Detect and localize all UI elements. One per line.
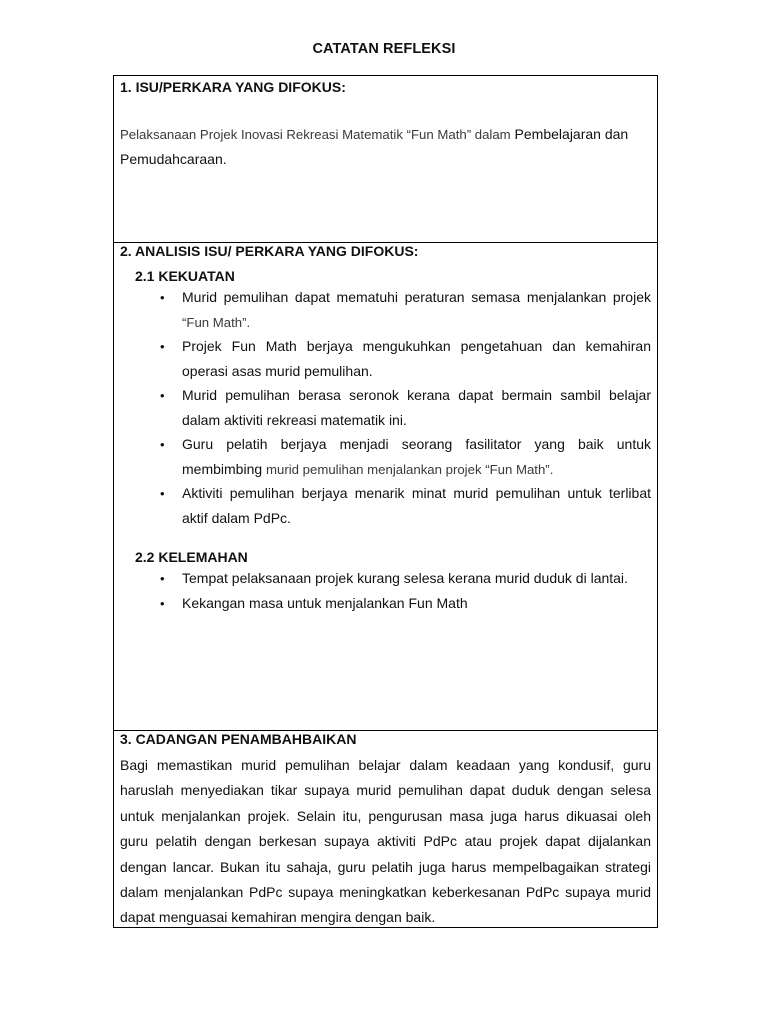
bullet-icon: • <box>160 290 165 305</box>
reflection-table <box>113 75 658 928</box>
list-item <box>160 383 651 433</box>
bullet-icon: • <box>160 339 165 354</box>
section-improvement <box>114 731 657 927</box>
bullet-icon: • <box>160 388 165 403</box>
improvement-paragraph: Bagi memastikan murid pemulihan belajar dalam keadaan yang kondusif, guru haruslah menyediakan tikar supaya murid pemulihan dapat duduk dengan selesa untuk menjalankan projek. Selain itu, pengurusan masa juga harus dikuasai oleh guru pelatih dengan berkesan supaya aktiviti PdPc atau projek dapat dijalankan dengan lancar. Bukan itu sahaja, guru pelatih juga harus mempelbagaikan strategi dalam menjalankan PdPc supaya meningkatkan keberkesanan PdPc supaya murid dapat menguasai kemahiran mengira dengan baik. <box>120 757 651 926</box>
strengths-list <box>120 285 651 531</box>
weakness-text: Kekangan masa untuk menjalankan Fun Math <box>182 595 468 611</box>
weakness-text: Tempat pelaksanaan projek kurang selesa kerana murid duduk di lantai. <box>182 570 628 586</box>
weaknesses-list <box>120 566 651 616</box>
bullet-icon: • <box>160 486 165 501</box>
list-item <box>160 285 651 335</box>
section-2-heading: 2. ANALISIS ISU/ PERKARA YANG DIFOKUS: <box>120 243 419 259</box>
list-item <box>160 591 651 616</box>
list-item <box>160 566 651 591</box>
list-item <box>160 334 651 384</box>
focus-issue-text <box>120 122 651 172</box>
strength-text: Projek Fun Math berjaya mengukuhkan pengetahuan dan kemahiran operasi asas murid pemulihan. <box>182 338 651 379</box>
weaknesses-heading: 2.2 KELEMAHAN <box>135 549 248 565</box>
strength-text-continued: “Fun Math”. <box>182 315 251 330</box>
section-focus-issue <box>114 79 657 243</box>
strengths-heading: 2.1 KEKUATAN <box>135 268 235 284</box>
strength-text: Aktiviti pemulihan berjaya menarik minat murid pemulihan untuk terlibat aktif dalam PdPc. <box>182 485 651 526</box>
section-1-heading: 1. ISU/PERKARA YANG DIFOKUS: <box>120 79 346 95</box>
strength-text-continued: murid pemulihan menjalankan projek “Fun Math”. <box>266 462 554 477</box>
section-analysis <box>114 243 657 731</box>
list-item <box>160 432 651 482</box>
focus-issue-text-part1: Pelaksanaan Projek Inovasi Rekreasi Matematik “Fun Math” dalam <box>120 127 511 142</box>
list-item <box>160 481 651 531</box>
bullet-icon: • <box>160 437 165 452</box>
bullet-icon: • <box>160 596 165 611</box>
section-3-heading: 3. CADANGAN PENAMBAHBAIKAN <box>120 731 357 747</box>
bullet-icon: • <box>160 571 165 586</box>
strength-text: Murid pemulihan berasa seronok kerana dapat bermain sambil belajar dalam aktiviti rekreasi matematik ini. <box>182 387 651 428</box>
focus-issue-text-part2: Pembelajaran dan Pemudahcaraan. <box>120 126 629 167</box>
strength-text: Murid pemulihan dapat mematuhi peraturan semasa menjalankan projek <box>182 289 651 305</box>
strength-text: Guru pelatih berjaya menjadi seorang fasilitator yang baik untuk membimbing <box>182 436 651 477</box>
document-title: CATATAN REFLEKSI <box>312 41 456 57</box>
